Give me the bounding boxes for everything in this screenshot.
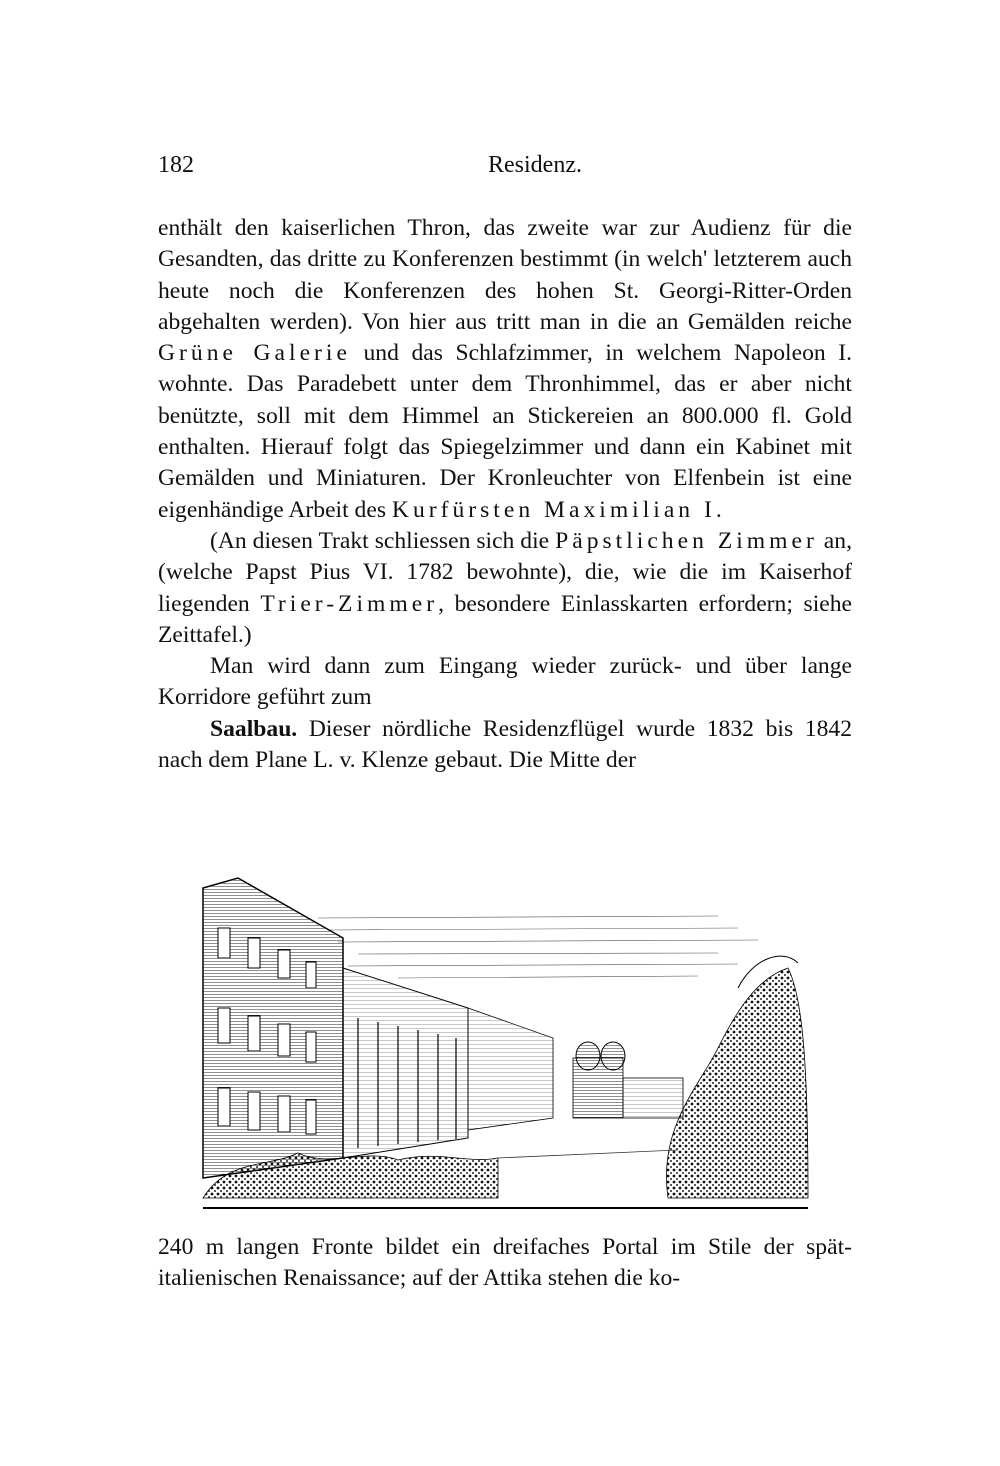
page-header — [158, 152, 852, 192]
text-run: Man wird dann zum Eingang wieder zurück- und über lange Korridore geführt zum — [158, 653, 852, 711]
emphasis-grune-galerie: Grüne Galerie — [158, 340, 351, 367]
paragraph — [158, 526, 852, 651]
saalbau-engraving — [198, 868, 810, 1214]
emphasis-papstlichen-zimmer: Päpstlichen Zimmer — [555, 527, 818, 554]
paragraph — [158, 651, 852, 714]
page-number: 182 — [158, 152, 194, 178]
body-text-top — [158, 213, 852, 776]
body-text-bottom — [158, 1232, 852, 1295]
text-run: , besondere Einlasskarten erfordern; siehe Zeittafel.) — [158, 590, 852, 648]
running-head: Residenz. — [488, 152, 582, 178]
paragraph — [158, 1232, 852, 1295]
paragraph — [158, 213, 852, 526]
text-run: und das Schlafzimmer, in welchem Napoleon I. wohnte. Das Paradebett unter dem Thronhimmel, das er aber nicht benützte, soll mit dem Himmel an Stickereien an 800.000 fl. Gold enthalten. Hierauf folgt das Spiegelzimmer und dann ein Kabinet mit Gemälden und Miniaturen. Der Kronleuchter von Elfenbein ist eine eigenhändige Arbeit des — [158, 340, 852, 523]
section-heading-saalbau: Saalbau. — [210, 715, 298, 742]
emphasis-kurfursten: Kurfürsten Maximilian I. — [391, 496, 726, 523]
text-run: 240 m langen Fronte bildet ein dreifaches Portal im Stile der spät-italienischen Renaissance; auf der Attika stehen die ko- — [158, 1234, 852, 1292]
text-run: Dieser nördliche Residenzflügel wurde 1832 bis 1842 nach dem Plane L. v. Klenze gebaut. Die Mitte der — [158, 715, 852, 774]
text-run: (An diesen Trakt schliessen sich die — [210, 527, 556, 554]
paragraph — [158, 714, 852, 777]
text-run: enthält den kaiserlichen Thron, das zweite war zur Audienz für die Gesandten, das dritte zu Konferenzen bestimmt (in welch' letzterem auch heute noch die Konferenzen des hohen St. Georgi-Ritter-Orden abgehalten werden). Von hier aus tritt man in die an Gemälden reiche — [158, 215, 852, 335]
emphasis-trier-zimmer: Trier-Zimmer — [260, 590, 439, 617]
text-run: an, (welche Papst Pius VI. 1782 bewohnte), die, wie die im Kaiserhof liegenden — [158, 527, 852, 617]
